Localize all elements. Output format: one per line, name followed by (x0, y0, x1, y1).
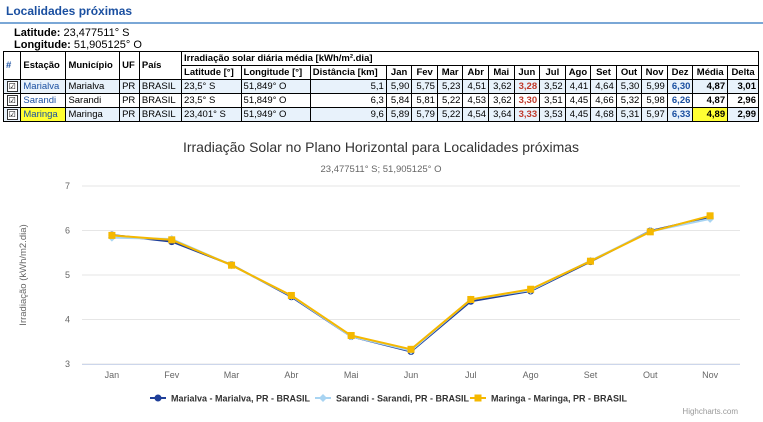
x-tick-label: Ago (522, 370, 539, 380)
stations-table (3, 51, 759, 122)
x-tick-label: Jan (104, 370, 120, 380)
longitude-label: Longitude: (14, 39, 71, 51)
x-tick-label: Fev (164, 370, 180, 380)
col-month-mai[interactable]: Mai (489, 66, 515, 80)
value-cell-fev: 5,81 (412, 94, 438, 108)
col-country[interactable]: País (139, 52, 181, 80)
value-cell-mar: 5,23 (437, 80, 463, 94)
value-cell-set: 4,68 (591, 108, 617, 122)
series-line-1 (112, 219, 710, 351)
lon-cell: 51,849° O (241, 94, 310, 108)
value-cell-ago: 4,41 (565, 80, 591, 94)
country-cell: BRASIL (139, 108, 181, 122)
data-point (408, 346, 415, 353)
row-checkbox[interactable]: ☑ (8, 110, 16, 119)
col-uf[interactable]: UF (120, 52, 140, 80)
uf-cell: PR (120, 108, 140, 122)
value-cell-dez: 6,33 (667, 108, 693, 122)
table-row (4, 108, 759, 122)
table-row (4, 94, 759, 108)
legend-marker (475, 395, 482, 402)
uf-cell: PR (120, 94, 140, 108)
x-tick-label: Mar (223, 370, 240, 380)
value-cell-jan: 5,89 (386, 108, 412, 122)
data-point (707, 212, 714, 219)
x-tick-label: Out (643, 370, 658, 380)
col-month-out[interactable]: Out (616, 66, 642, 80)
col-dist[interactable]: Distância [km] (310, 66, 386, 80)
irradiation-chart (0, 132, 763, 422)
table-row (4, 80, 759, 94)
col-month-ago[interactable]: Ago (565, 66, 591, 80)
x-tick-label: Nov (702, 370, 719, 380)
coordinates-block (14, 27, 142, 51)
value-cell-out: 5,32 (616, 94, 642, 108)
x-tick-label: Jun (403, 370, 419, 380)
avg-cell: 4,87 (693, 94, 728, 108)
col-city[interactable]: Município (66, 52, 120, 80)
row-checkbox-cell[interactable] (4, 108, 21, 122)
value-cell-abr: 4,54 (463, 108, 489, 122)
col-month-fev[interactable]: Fev (412, 66, 438, 80)
col-month-dez[interactable]: Dez (667, 66, 693, 80)
dist-cell: 5,1 (310, 80, 386, 94)
delta-cell: 3,01 (728, 80, 759, 94)
value-cell-dez: 6,30 (667, 80, 693, 94)
value-cell-jun: 3,33 (514, 108, 540, 122)
value-cell-dez: 6,26 (667, 94, 693, 108)
station-link[interactable]: Sarandi (23, 95, 57, 106)
lon-cell: 51,949° O (241, 108, 310, 122)
chart-subtitle: 23,477511° S; 51,905125° O (320, 164, 442, 175)
x-tick-label: Abr (284, 370, 299, 380)
latitude-label: Latitude: (14, 27, 61, 39)
series-line-0 (112, 217, 710, 351)
value-cell-mai: 3,62 (489, 94, 515, 108)
data-point (527, 286, 534, 293)
value-cell-jun: 3,30 (514, 94, 540, 108)
data-point (228, 262, 235, 269)
value-cell-jul: 3,53 (540, 108, 566, 122)
value-cell-out: 5,31 (616, 108, 642, 122)
value-cell-ago: 4,45 (565, 108, 591, 122)
lon-cell: 51,849° O (241, 80, 310, 94)
x-tick-label: Set (583, 370, 598, 380)
city-cell: Sarandi (66, 94, 120, 108)
data-point (288, 292, 295, 299)
col-group-title: Irradiação solar diária média [kWh/m².dia] (182, 52, 759, 66)
value-cell-set: 4,64 (591, 80, 617, 94)
legend-label: Marialva - Marialva, PR - BRASIL (171, 393, 311, 404)
lat-cell: 23,5° S (182, 80, 242, 94)
longitude-value: 51,905125° O (73, 39, 142, 51)
data-point (587, 258, 594, 265)
row-checkbox-cell[interactable] (4, 94, 21, 108)
station-cell[interactable] (21, 94, 66, 108)
value-cell-ago: 4,45 (565, 94, 591, 108)
col-month-jan[interactable]: Jan (386, 66, 412, 80)
value-cell-mai: 3,64 (489, 108, 515, 122)
series-line-2 (112, 216, 710, 350)
credits-link: Highcharts.com (682, 407, 738, 416)
legend-label: Sarandi - Sarandi, PR - BRASIL (336, 393, 470, 404)
value-cell-jan: 5,84 (386, 94, 412, 108)
col-delta[interactable]: Delta (728, 66, 759, 80)
value-cell-mai: 3,62 (489, 80, 515, 94)
value-cell-fev: 5,75 (412, 80, 438, 94)
value-cell-jul: 3,51 (540, 94, 566, 108)
legend-label: Maringa - Maringa, PR - BRASIL (491, 393, 628, 404)
col-month-jun[interactable]: Jun (514, 66, 540, 80)
dist-cell: 9,6 (310, 108, 386, 122)
y-tick-label: 4 (64, 314, 70, 325)
col-station[interactable]: Estação (21, 52, 66, 80)
data-point (168, 236, 175, 243)
section-title: Localidades próximas (6, 4, 133, 18)
avg-cell: 4,87 (693, 80, 728, 94)
value-cell-abr: 4,51 (463, 80, 489, 94)
col-month-mar[interactable]: Mar (437, 66, 463, 80)
data-point (108, 232, 115, 239)
station-cell[interactable] (21, 108, 66, 122)
latitude-value: 23,477511° S (63, 27, 130, 39)
value-cell-abr: 4,53 (463, 94, 489, 108)
value-cell-set: 4,66 (591, 94, 617, 108)
x-tick-label: Mai (343, 370, 359, 380)
col-avg[interactable]: Média (693, 66, 728, 80)
value-cell-nov: 5,97 (642, 108, 668, 122)
station-cell[interactable] (21, 80, 66, 94)
value-cell-fev: 5,79 (412, 108, 438, 122)
col-month-jul[interactable]: Jul (540, 66, 566, 80)
x-tick-label: Jul (465, 370, 477, 380)
legend-item[interactable] (470, 394, 628, 404)
country-cell: BRASIL (139, 80, 181, 94)
station-link[interactable]: Maringa (23, 109, 58, 120)
row-checkbox-cell[interactable] (4, 80, 21, 94)
data-point (647, 228, 654, 235)
value-cell-nov: 5,99 (642, 80, 668, 94)
legend-marker (155, 395, 162, 402)
col-hash[interactable]: # (4, 52, 21, 80)
delta-cell: 2,99 (728, 108, 759, 122)
uf-cell: PR (120, 80, 140, 94)
y-tick-label: 7 (64, 181, 70, 191)
lat-cell: 23,401° S (182, 108, 242, 122)
col-month-nov[interactable]: Nov (642, 66, 668, 80)
value-cell-jul: 3,52 (540, 80, 566, 94)
lat-cell: 23,5° S (182, 94, 242, 108)
col-lat[interactable]: Latitude [°] (182, 66, 242, 80)
row-checkbox[interactable]: ☑ (8, 82, 16, 91)
legend-item[interactable] (315, 394, 470, 404)
col-lon[interactable]: Longitude [°] (241, 66, 310, 80)
chart-title: Irradiação Solar no Plano Horizontal para Localidades próximas (182, 139, 580, 155)
delta-cell: 2,96 (728, 94, 759, 108)
city-cell: Marialva (66, 80, 120, 94)
dist-cell: 6,3 (310, 94, 386, 108)
data-point (467, 296, 474, 303)
value-cell-jan: 5,90 (386, 80, 412, 94)
y-tick-label: 6 (64, 225, 70, 236)
col-month-set[interactable]: Set (591, 66, 617, 80)
city-cell: Maringa (66, 108, 120, 122)
section-header (0, 0, 763, 24)
legend-marker (319, 394, 327, 402)
y-tick-label: 3 (64, 359, 70, 369)
data-point (348, 332, 355, 339)
legend-item[interactable] (150, 394, 311, 404)
row-checkbox[interactable]: ☑ (8, 96, 16, 105)
station-link[interactable]: Marialva (23, 81, 60, 92)
value-cell-nov: 5,98 (642, 94, 668, 108)
y-axis-label: Irradiação (kWh/m2.dia) (18, 224, 29, 326)
y-tick-label: 5 (64, 270, 70, 280)
value-cell-mar: 5,22 (437, 108, 463, 122)
country-cell: BRASIL (139, 94, 181, 108)
value-cell-mar: 5,22 (437, 94, 463, 108)
col-month-abr[interactable]: Abr (463, 66, 489, 80)
avg-cell: 4,89 (693, 108, 728, 122)
value-cell-jun: 3,28 (514, 80, 540, 94)
value-cell-out: 5,30 (616, 80, 642, 94)
